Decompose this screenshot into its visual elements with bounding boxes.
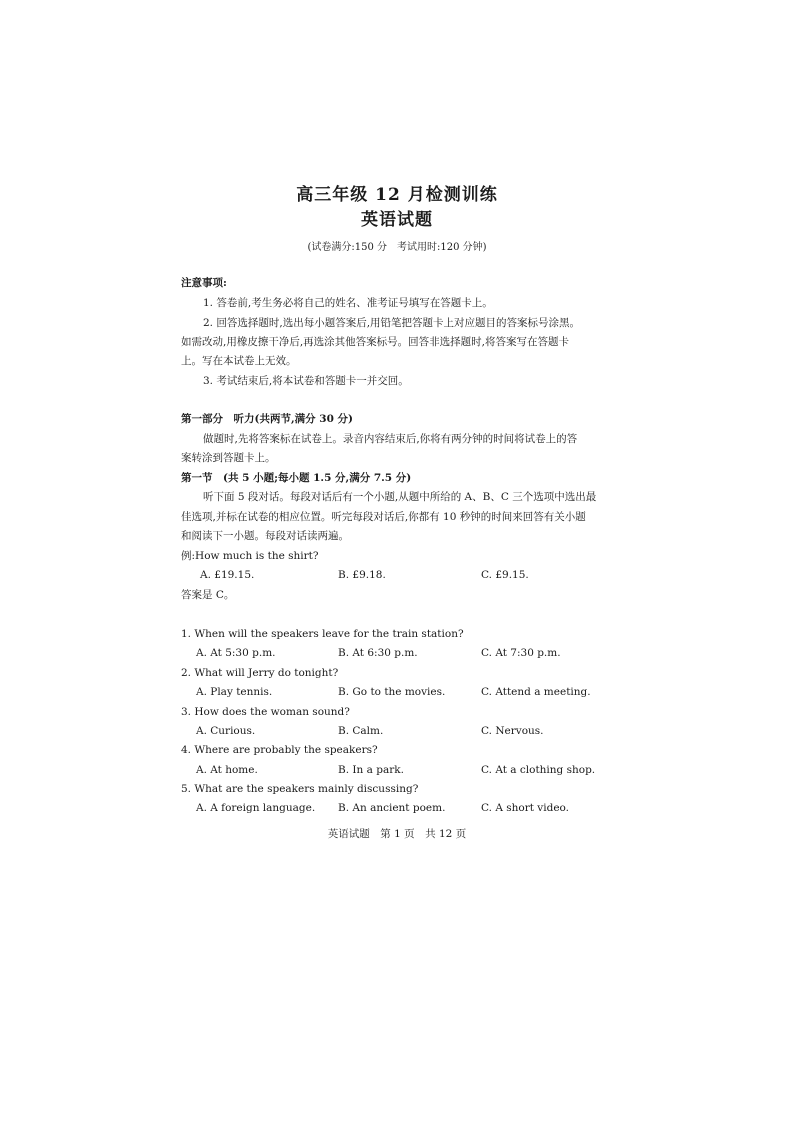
- question-4: 4. Where are probably the speakers?: [181, 744, 378, 756]
- part1-instruction-line-1: 做题时,先将答案标在试卷上。录音内容结束后,你将有两分钟的时间将试卷上的答: [203, 433, 578, 445]
- exam-info: (试卷满分:150 分 考试用时:120 分钟): [307, 242, 487, 253]
- question-4-option-a: A. At home.: [196, 764, 258, 776]
- question-5-option-a: A. A foreign language.: [196, 802, 316, 814]
- question-2: 2. What will Jerry do tonight?: [181, 667, 339, 679]
- example-option-b: B. £9.18.: [338, 569, 386, 581]
- question-1-option-a: A. At 5:30 p.m.: [196, 647, 276, 659]
- example-option-c: C. £9.15.: [481, 569, 529, 581]
- section1-instruction-line-2: 佳选项,并标在试卷的相应位置。听完每段对话后,你都有 10 秒钟的时间来回答有关小题: [181, 511, 586, 523]
- question-1-option-b: B. At 6:30 p.m.: [338, 647, 418, 659]
- example-question: 例:How much is the shirt?: [181, 550, 319, 562]
- question-3-option-b: B. Calm.: [338, 725, 384, 737]
- exam-title: 高三年级 12 月检测训练: [296, 185, 498, 205]
- exam-subject: 英语试题: [361, 210, 433, 230]
- question-1: 1. When will the speakers leave for the train station?: [181, 628, 464, 640]
- example-answer: 答案是 C。: [181, 589, 235, 601]
- question-4-option-b: B. In a park.: [338, 764, 404, 776]
- part1-heading: 第一部分 听力(共两节,满分 30 分): [181, 413, 354, 425]
- part1-instruction-line-2: 案转涂到答题卡上。: [181, 452, 276, 464]
- question-5-option-c: C. A short video.: [481, 802, 570, 814]
- question-5: 5. What are the speakers mainly discussing?: [181, 783, 419, 795]
- notice-item-2-line-1: 2. 回答选择题时,选出每小题答案后,用铅笔把答题卡上对应题目的答案标号涂黑。: [203, 317, 581, 329]
- question-1-option-c: C. At 7:30 p.m.: [481, 647, 561, 659]
- page-footer: 英语试题 第 1 页 共 12 页: [327, 828, 467, 840]
- question-3-option-c: C. Nervous.: [481, 725, 544, 737]
- question-2-option-b: B. Go to the movies.: [338, 686, 446, 698]
- notice-item-3: 3. 考试结束后,将本试卷和答题卡一并交回。: [203, 375, 409, 387]
- question-5-option-b: B. An ancient poem.: [338, 802, 446, 814]
- question-2-option-a: A. Play tennis.: [196, 686, 273, 698]
- notice-item-2-line-2: 如需改动,用橡皮擦干净后,再选涂其他答案标号。回答非选择题时,将答案写在答题卡: [181, 336, 570, 348]
- question-4-option-c: C. At a clothing shop.: [481, 764, 596, 776]
- section1-heading: 第一节 (共 5 小题;每小题 1.5 分,满分 7.5 分): [181, 472, 412, 484]
- question-3: 3. How does the woman sound?: [181, 706, 350, 718]
- question-3-option-a: A. Curious.: [196, 725, 256, 737]
- notice-heading: 注意事项:: [181, 277, 227, 289]
- example-option-a: A. £19.15.: [200, 569, 255, 581]
- notice-item-1: 1. 答卷前,考生务必将自己的姓名、准考证号填写在答题卡上。: [203, 297, 493, 309]
- notice-item-2-line-3: 上。写在本试卷上无效。: [181, 355, 297, 367]
- question-2-option-c: C. Attend a meeting.: [481, 686, 591, 698]
- section1-instruction-line-3: 和阅读下一小题。每段对话读两遍。: [181, 530, 349, 542]
- section1-instruction-line-1: 听下面 5 段对话。每段对话后有一个小题,从题中所给的 A、B、C 三个选项中选出最: [203, 491, 597, 503]
